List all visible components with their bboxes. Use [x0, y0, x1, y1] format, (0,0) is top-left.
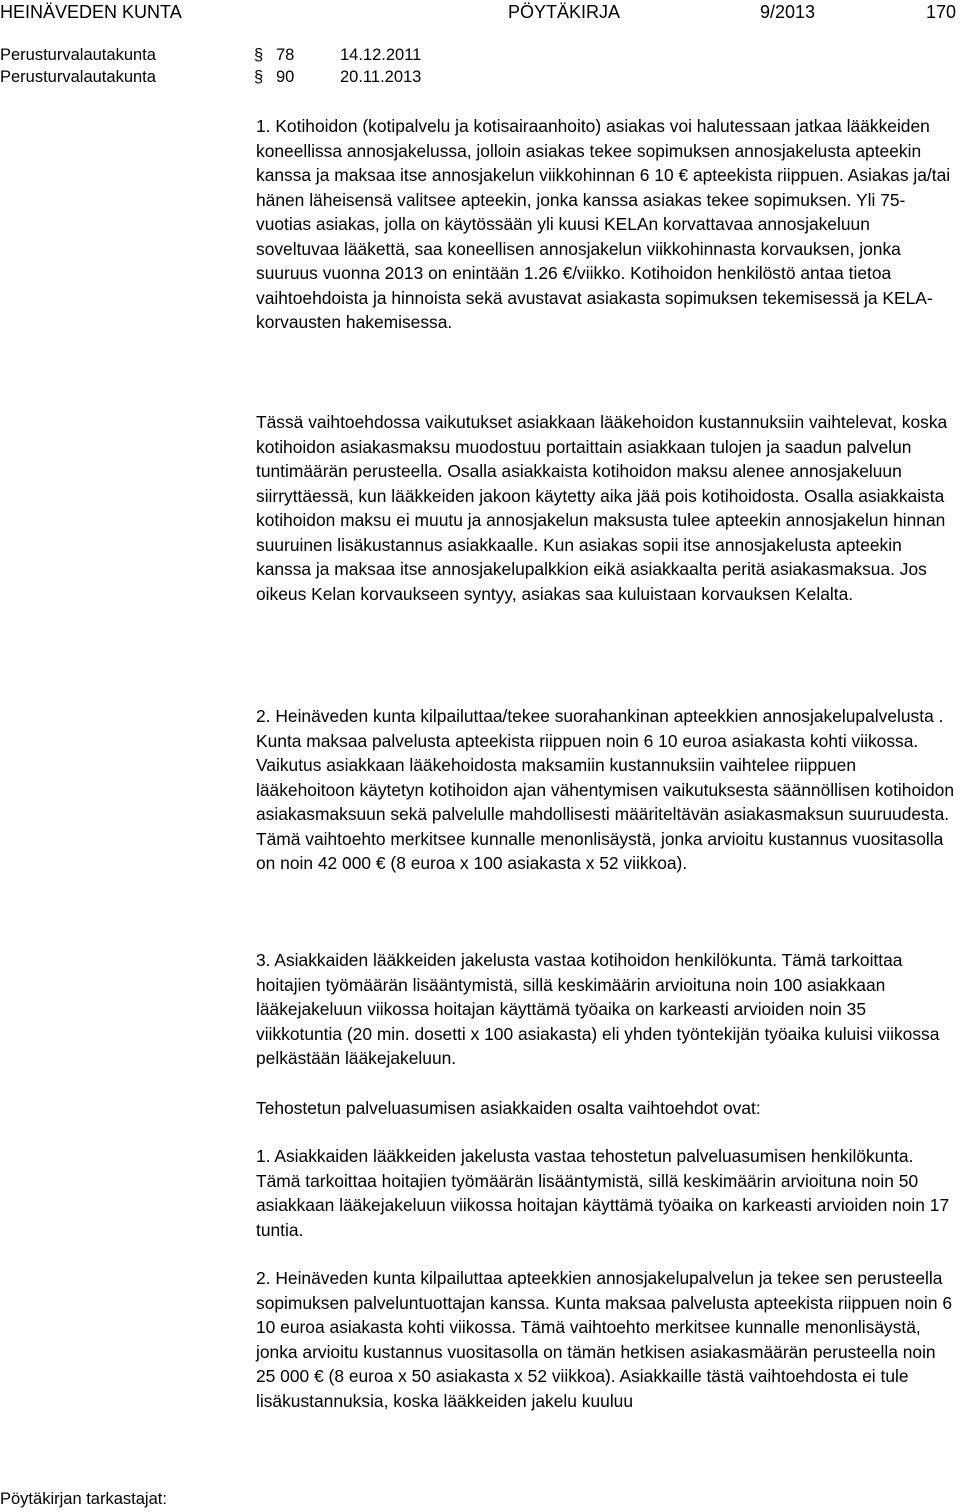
- section-number: 90: [276, 68, 295, 86]
- paragraph-assisted-option-2: 2. Heinäveden kunta kilpailuttaa apteekkien annosjakelupalvelun ja tekee sen perusteella sopimuksen palveluntuottajan kanssa. Kunta maksaa palvelusta apteekista riippuen noin 6 10 euroa asiakasta kohti viikossa. Tämä vaihtoehto merkitsee kunnalle menonlisäystä, jonka arvioitu kustannus vuositasolla on tämän hetkisen asiakasmäärän perusteella noin 25 000 € (8 euroa x 50 asiakasta x 52 viikkoa). Asiakkaille tästä vaihtoehdosta ei tule lisäkustannuksia, koska lääkkeiden jakelu kuuluu: [256, 1268, 953, 1411]
- footer-reviewers-label: Pöytäkirjan tarkastajat:: [0, 1490, 167, 1508]
- document-type: PÖYTÄKIRJA: [508, 2, 621, 22]
- meeting-date: 20.11.2013: [340, 68, 422, 86]
- municipality-name: HEINÄVEDEN KUNTA: [0, 2, 182, 22]
- board-name: Perusturvalautakunta: [0, 46, 156, 64]
- section-number: 78: [276, 46, 295, 64]
- section-symbol: §: [254, 68, 264, 86]
- paragraph-assisted-option-1: 1. Asiakkaiden lääkkeiden jakelusta vastaa tehostetun palveluasumisen henkilökunta. Tämä tarkoittaa hoitajien työmäärän lisääntymistä, sillä keskimäärin arvioituna noin 50 asiakkaan lääkejakeluun viikossa hoitajan käyttämä työaika on karkeasti arvioiden noin 17 tuntia.: [256, 1146, 950, 1240]
- document-number: 9/2013: [760, 2, 816, 22]
- meta-row: [0, 66, 960, 88]
- section-symbol: §: [254, 46, 264, 64]
- paragraph-intro-assisted-living: Tehostetun palveluasumisen asiakkaiden osalta vaihtoehdot ovat:: [256, 1098, 761, 1118]
- meeting-date: 14.12.2011: [340, 46, 422, 64]
- paragraph-option-2: 2. Heinäveden kunta kilpailuttaa/tekee suorahankinan apteekkien annosjakelupalvelusta . Kunta maksaa palvelusta apteekista riippuen noin 6 10 euroa asiakasta kohti viikossa. Vaikutus asiakkaan lääkehoidosta maksamiin kustannuksiin vaihtelee riippuen lääkehoitoon käytetyn kotihoidon ajan vähentymisen vaikutuksesta säännöllisen kotihoidon asiakasmaksuun sekä palvelulle mahdollisesti määriteltävän asiakasmaksun suuruudesta. Tämä vaihtoehto merkitsee kunnalle menonlisäystä, jonka arvioitu kustannus vuositasolla on noin 42 000 € (8 euroa x 100 asiakasta x 52 viikkoa).: [256, 706, 955, 873]
- page-header: [0, 0, 960, 26]
- board-name: Perusturvalautakunta: [0, 68, 156, 86]
- paragraph-option-3: 3. Asiakkaiden lääkkeiden jakelusta vastaa kotihoidon henkilökunta. Tämä tarkoittaa hoitajien työmäärän lisääntymistä, sillä keskimäärin arvioituna noin 100 asiakkaan lääkejakeluun viikossa hoitajan käyttämä työaika on karkeasti arvioiden noin 35 viikkotuntia (20 min. dosetti x 100 asiakasta) eli yhden työntekijän työaika kuluisi viikossa pelkästään lääkejakeluun.: [256, 950, 940, 1068]
- paragraph-option-1: 1. Kotihoidon (kotipalvelu ja kotisairaanhoito) asiakas voi halutessaan jatkaa lääkkeiden koneellissa annosjakelussa, jolloin asiakas tekee sopimuksen annosjakelusta apteekin kanssa ja maksaa itse annosjakelun viikkohinnan 6 10 € apteekista riippuen. Asiakas ja/tai hänen läheisensä valitsee apteekin, jonka kanssa asiakas tekee sopimuksen. Yli 75-vuotias asiakas, jolla on käytössään yli kuusi KELAn korvattavaa annosjakeluun soveltuvaa lääkettä, saa koneellisen annosjakelun viikkohinnasta korvauksen, jonka suuruus vuonna 2013 on enintään 1.26 €/viikko. Kotihoidon henkilöstö antaa tietoa vaihtoehdoista ja hinnoista sekä avustavat asiakasta sopimuksen tekemisessä ja KELA-korvausten hakemisessa.: [256, 116, 951, 332]
- meta-row: [0, 44, 960, 66]
- page-number: 170: [926, 2, 957, 22]
- paragraph-option-1-effects: Tässä vaihtoehdossa vaikutukset asiakkaan lääkehoidon kustannuksiin vaihtelevat, koska kotihoidon asiakasmaksu muodostuu portaittain asiakkaan tulojen ja saadun palvelun tuntimäärän perusteella. Osalla asiakkaista kotihoidon maksu alenee annosjakeluun siirryttäessä, kun lääkkeiden jakoon käytetty aika jää pois kotihoidosta. Osalla asiakkaista kotihoidon maksu ei muutu ja annosjakelun maksusta tulee apteekin annosjakelun hinnan suuruinen lisäkustannus asiakkaalle. Kun asiakas sopii itse annosjakelusta apteekin kanssa ja maksaa itse annosjakelupalkkion eikä asiakkaalta peritä asiakasmaksua. Jos oikeus Kelan korvaukseen syntyy, asiakas saa kuluistaan korvauksen Kelalta.: [256, 412, 948, 604]
